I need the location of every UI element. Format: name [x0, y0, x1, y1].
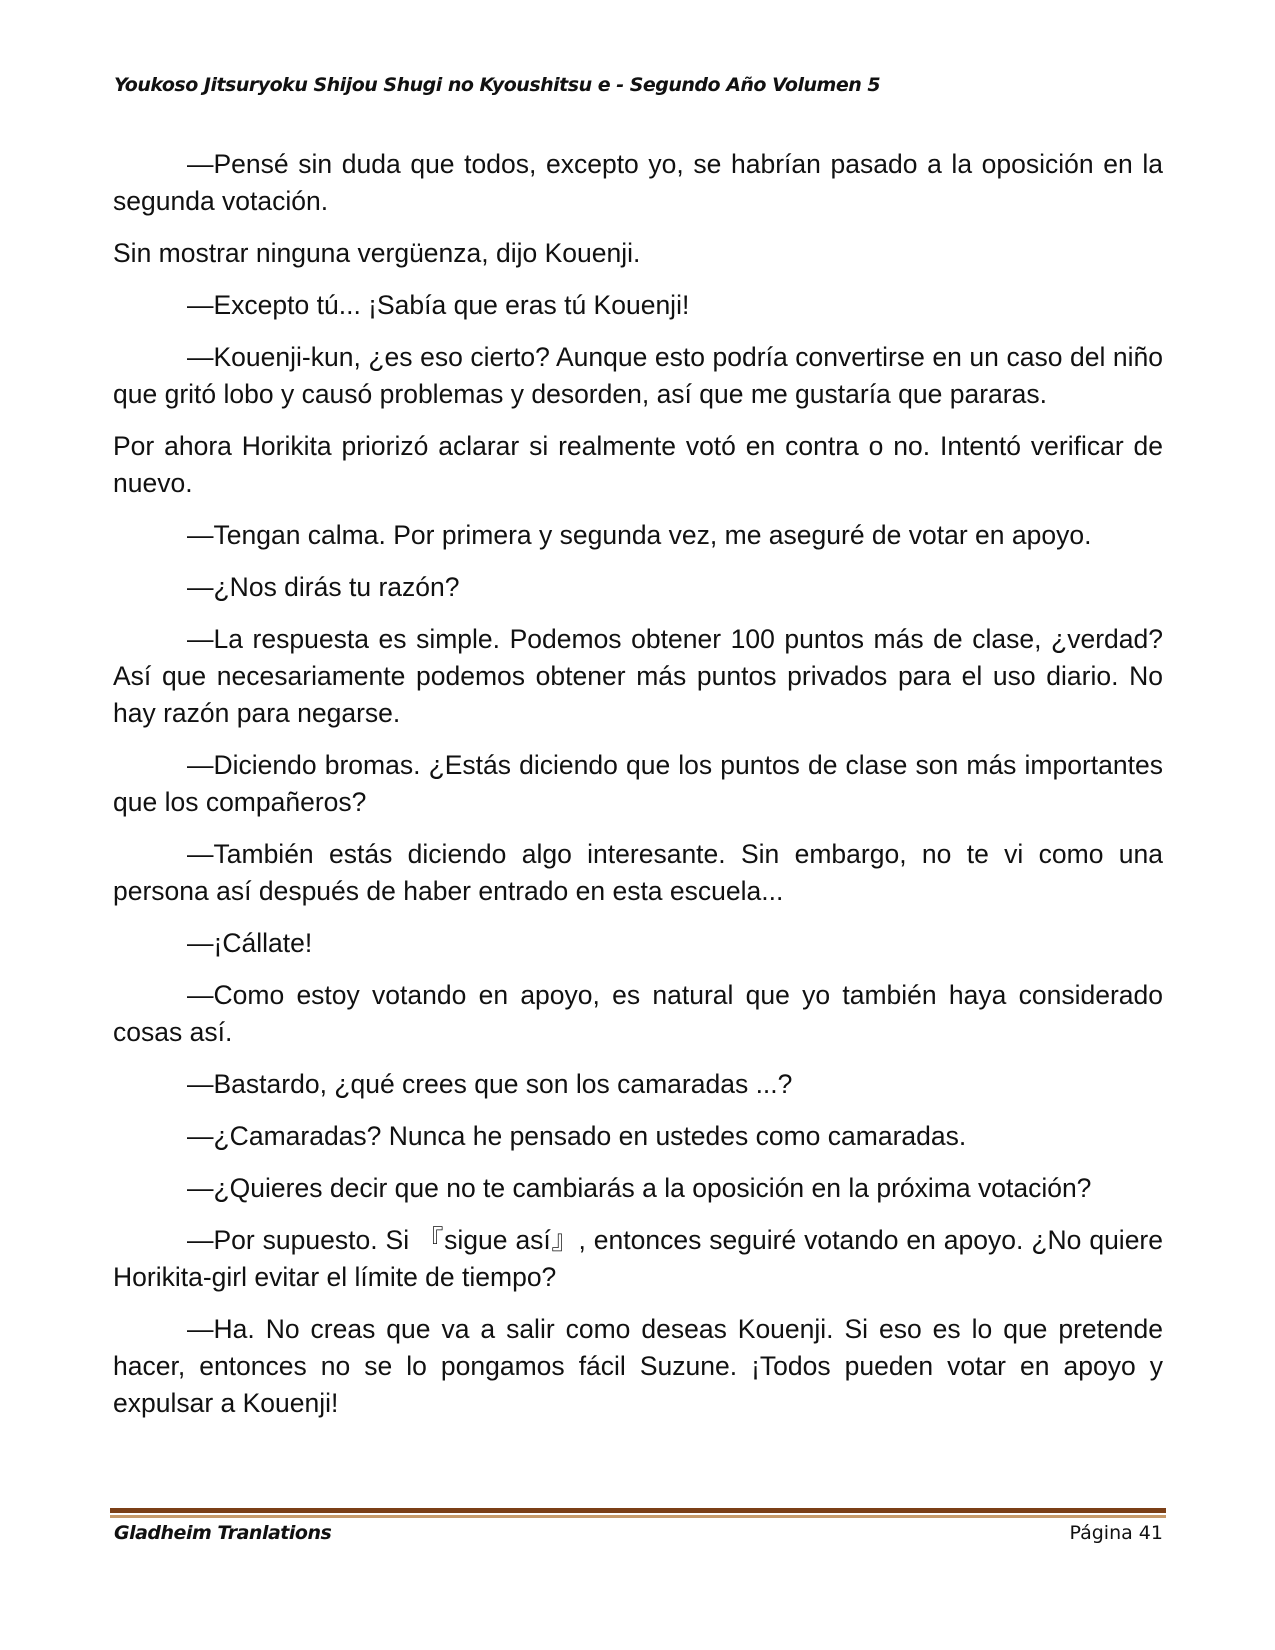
dialogue-paragraph: —Excepto tú... ¡Sabía que eras tú Kouenji! — [187, 290, 690, 320]
dialogue-paragraph: —También estás diciendo algo interesante. Sin embargo, no te vi como una persona así después de haber entrado en esta escuela... — [113, 839, 1163, 906]
dialogue-paragraph: —Bastardo, ¿qué crees que son los camaradas ...? — [187, 1069, 793, 1099]
dialogue-paragraph: —La respuesta es simple. Podemos obtener 100 puntos más de clase, ¿verdad? Así que necesariamente podemos obtener más puntos privados para el uso diario. No hay razón para negarse. — [113, 624, 1163, 728]
narration-paragraph: Por ahora Horikita priorizó aclarar si realmente votó en contra o no. Intentó verificar de nuevo. — [113, 431, 1163, 498]
dialogue-paragraph: —¿Nos dirás tu razón? — [187, 572, 460, 602]
dialogue-paragraph: —¡Cállate! — [187, 928, 313, 958]
footer-credit: Gladheim Tranlations — [114, 1522, 332, 1544]
narration-paragraph: Sin mostrar ninguna vergüenza, dijo Kouenji. — [113, 238, 641, 268]
footer-divider — [110, 1508, 1166, 1515]
dialogue-paragraph: —¿Quieres decir que no te cambiarás a la oposición en la próxima votación? — [187, 1173, 1092, 1203]
page-body — [113, 146, 1163, 1437]
dialogue-paragraph: —¿Camaradas? Nunca he pensado en ustedes como camaradas. — [187, 1121, 967, 1151]
dialogue-paragraph: —Tengan calma. Por primera y segunda vez, me aseguré de votar en apoyo. — [187, 520, 1092, 550]
dialogue-paragraph: —Pensé sin duda que todos, excepto yo, se habrían pasado a la oposición en la segunda votación. — [113, 149, 1163, 216]
dialogue-paragraph: —Kouenji-kun, ¿es eso cierto? Aunque esto podría convertirse en un caso del niño que gritó lobo y causó problemas y desorden, así que me gustaría que pararas. — [113, 342, 1163, 409]
running-header: Youkoso Jitsuryoku Shijou Shugi no Kyoushitsu e - Segundo Año Volumen 5 — [114, 74, 881, 96]
dialogue-paragraph: —Diciendo bromas. ¿Estás diciendo que los puntos de clase son más importantes que los compañeros? — [113, 750, 1163, 817]
dialogue-paragraph: —Como estoy votando en apoyo, es natural que yo también haya considerado cosas así. — [113, 980, 1163, 1047]
dialogue-paragraph: —Ha. No creas que va a salir como deseas Kouenji. Si eso es lo que pretende hacer, entonces no se lo pongamos fácil Suzune. ¡Todos pueden votar en apoyo y expulsar a Kouenji! — [113, 1314, 1163, 1418]
dialogue-paragraph: —Por supuesto. Si 『sigue así』, entonces seguiré votando en apoyo. ¿No quiere Horikita-girl evitar el límite de tiempo? — [113, 1225, 1163, 1292]
page-number: Página 41 — [1069, 1522, 1163, 1544]
